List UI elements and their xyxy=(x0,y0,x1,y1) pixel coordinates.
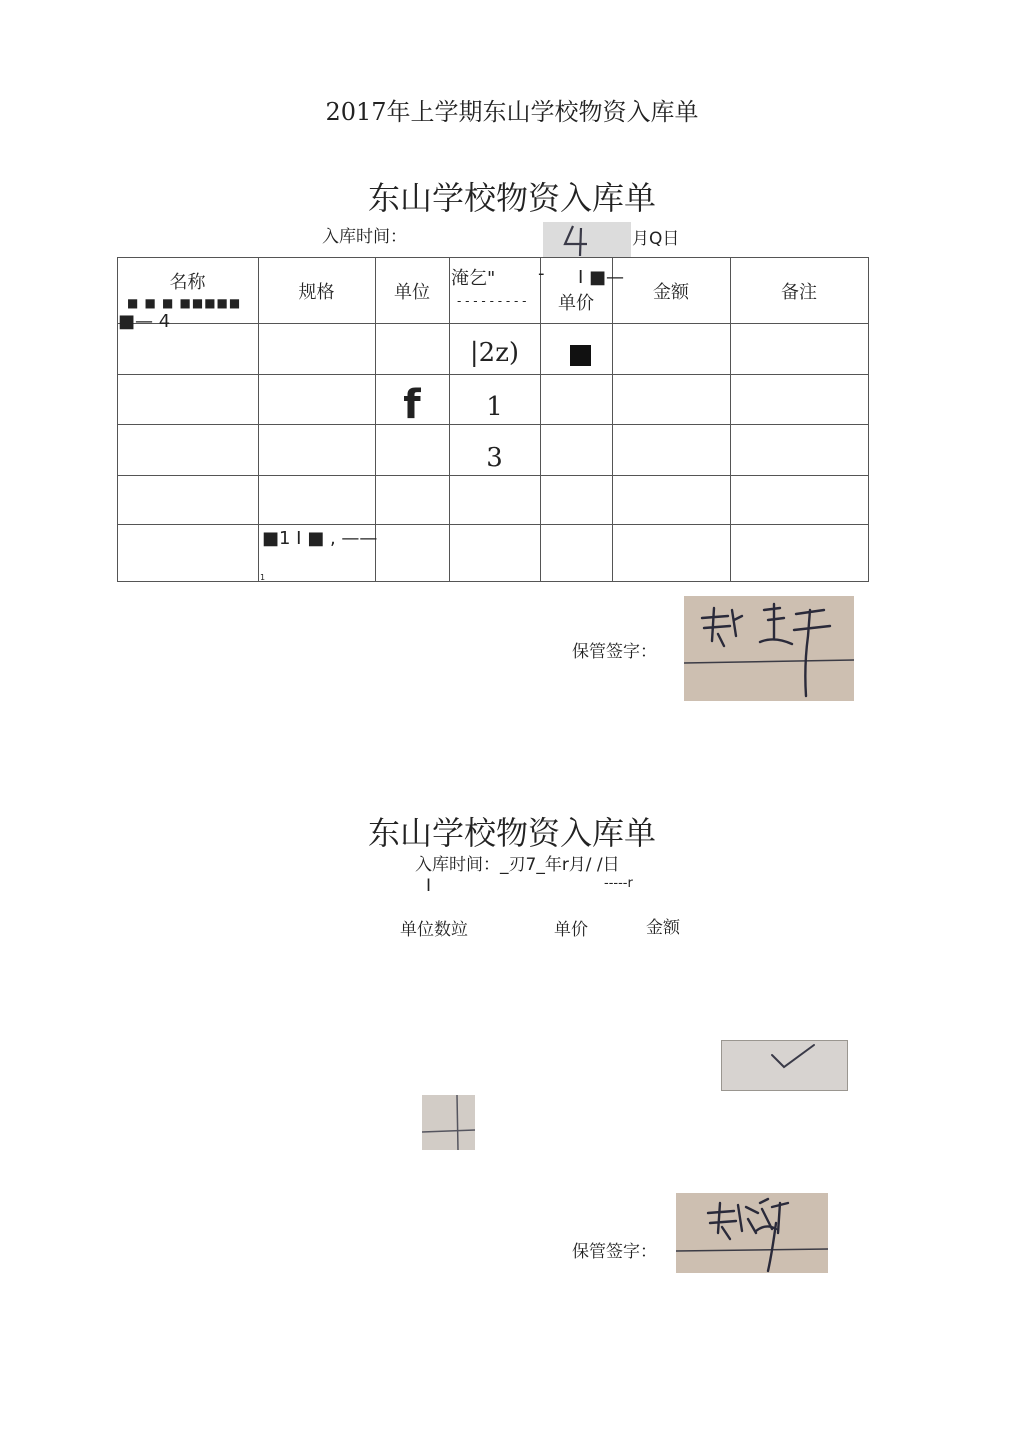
handwritten-signature-icon xyxy=(676,1193,828,1273)
header-unit-price: 单价 xyxy=(558,293,594,314)
row2-unit: f xyxy=(403,382,421,428)
grid-fragment-photo xyxy=(422,1095,475,1150)
table-line xyxy=(117,374,869,375)
header-qty-garbled: 淹乞" xyxy=(451,268,496,289)
handwritten-signature-icon xyxy=(684,596,854,701)
form2-mark-left: I xyxy=(426,876,432,896)
form2-signature-label: 保管签字： xyxy=(572,1242,657,1262)
row2-qty: 1 xyxy=(486,392,503,422)
signature-photo-1 xyxy=(684,596,854,701)
checkmark-photo xyxy=(721,1040,848,1091)
table-line xyxy=(117,424,869,425)
form1-title: 东山学校物资入库单 xyxy=(367,179,656,217)
header-note: 备注 xyxy=(781,282,817,303)
document-title: 2017年上学期东山学校物资入库单 xyxy=(325,98,699,126)
handwritten-four-icon xyxy=(543,222,631,258)
signature-photo-2 xyxy=(676,1193,828,1273)
garble-dashes: - - - - - - - - - xyxy=(457,294,527,308)
header-spec: 规格 xyxy=(298,282,335,303)
form2-header-unit-qty: 单位数竝 xyxy=(400,920,468,940)
table-line xyxy=(117,257,118,582)
row1-qty: |2z) xyxy=(469,338,520,368)
table-line xyxy=(612,257,613,582)
garble-name-sub: ■— 4 xyxy=(118,311,171,332)
row3-qty: 3 xyxy=(486,443,503,473)
checkmark-icon xyxy=(722,1041,847,1090)
form2-header-amount: 金额 xyxy=(646,918,680,938)
form1-date-suffix: 月Q日 xyxy=(632,229,680,249)
table-line xyxy=(117,524,869,525)
form2-date-line: 入库时间：_刃7_年r月/ /日 xyxy=(415,855,620,875)
header-name: 名称 xyxy=(169,272,206,293)
table-line xyxy=(258,257,259,582)
table-line xyxy=(117,581,869,582)
table-line xyxy=(117,257,869,258)
filled-square-icon xyxy=(570,345,591,366)
grid-lines-icon xyxy=(422,1095,475,1150)
garble-top-tick: - xyxy=(538,263,545,284)
garble-price-top: I ■— xyxy=(578,267,625,288)
garble-name-dots: ■ ■ ■ ■■■■■ xyxy=(127,296,242,310)
form2-mark-right: -----r xyxy=(604,876,633,891)
table-line xyxy=(117,323,869,324)
form2-title: 东山学校物资入库单 xyxy=(367,814,656,852)
garble-row5-sub: 1 xyxy=(260,573,266,582)
header-unit: 单位 xyxy=(394,282,430,303)
date-handwriting-photo xyxy=(543,222,631,258)
garble-row5-spec: ■1 I ■ , —— xyxy=(262,528,378,549)
form1-date-label: 入库时间： xyxy=(322,227,407,247)
header-amount: 金额 xyxy=(653,282,689,303)
table-line xyxy=(868,257,869,582)
table-line xyxy=(117,475,869,476)
form2-header-unit-price: 单价 xyxy=(554,920,588,940)
table-line xyxy=(730,257,731,582)
form1-signature-label: 保管签字： xyxy=(572,642,657,662)
